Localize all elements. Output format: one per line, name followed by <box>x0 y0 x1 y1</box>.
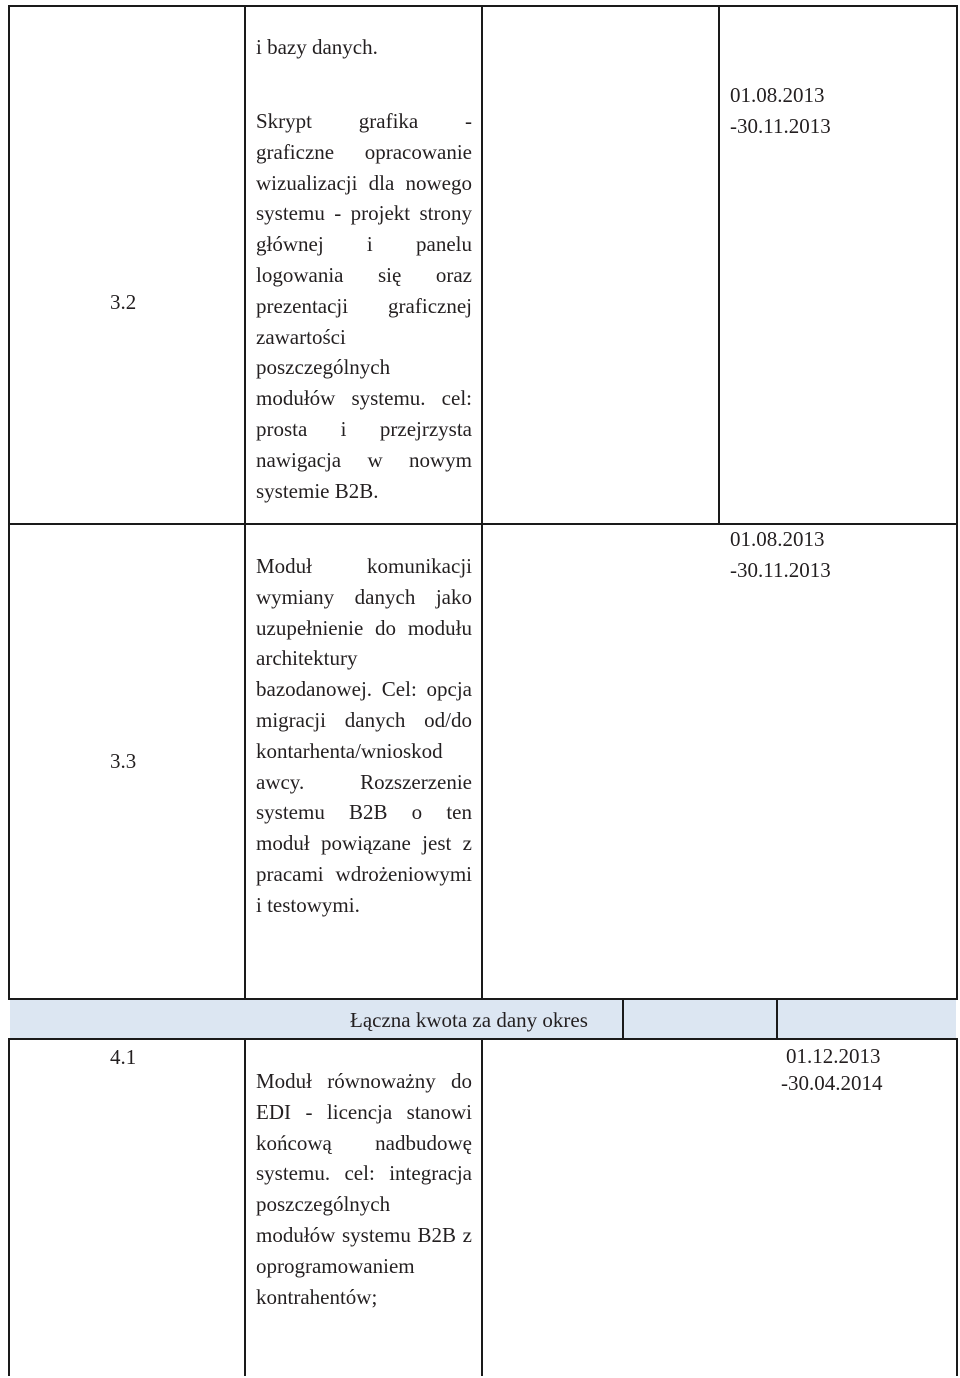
col-border-right-lower <box>956 1038 958 1376</box>
row-4-1-date-end: -30.04.2014 <box>781 1071 883 1095</box>
row-3-2-description: Skrypt grafika - graficzne opracowanie wizualizacji dla nowego systemu - projekt strony głównej i panelu logowania się oraz prezentacji graficznej zawartości poszczególnych modułów systemu. cel: prosta i przejrzysta nawigacja w nowym systemie B2B. <box>256 109 472 503</box>
row-3-2-date-end: -30.11.2013 <box>730 114 831 138</box>
col-border-right <box>956 5 958 1000</box>
row-3-3-description: Moduł komunikacji wymiany danych jako uzupełnienie do modułu architektury bazodanowej. Cel: opcja migracji danych od/do kontarhenta/wnioskod awcy. Rozszerzenie systemu B2B o ten moduł powiązane jest z pracami wdrożeniowymi i testowymi. <box>256 554 472 917</box>
table-top-border <box>8 5 958 7</box>
col-border-1 <box>244 5 246 1000</box>
col-border-left-lower <box>8 1038 10 1376</box>
row-4-1-description: Moduł równoważny do EDI - licencja stanowi końcową nadbudowę systemu. cel: integracja poszczególnych modułów systemu B2B z oprogramowaniem kontrahentów; <box>256 1069 472 1309</box>
col-border-2 <box>481 5 483 1000</box>
row-3-2-number: 3.2 <box>110 290 137 314</box>
col-border-left <box>8 5 10 1000</box>
col-border-2-lower <box>481 1038 483 1376</box>
row-border-summary-bottom <box>8 1038 958 1040</box>
summary-col-border-2 <box>776 1000 778 1040</box>
col-border-3 <box>718 5 720 525</box>
row-4-1-number: 4.1 <box>110 1045 137 1069</box>
row-cont-description: i bazy danych. <box>256 35 378 59</box>
row-3-3-date-start: 01.08.2013 <box>730 527 825 551</box>
row-3-2-date-start: 01.08.2013 <box>730 83 825 107</box>
summary-row-label: Łączna kwota za dany okres <box>350 1008 588 1032</box>
row-4-1-date-start: 01.12.2013 <box>786 1044 881 1068</box>
col-border-1-lower <box>244 1038 246 1376</box>
row-3-3-number: 3.3 <box>110 749 137 773</box>
row-3-3-date-end: -30.11.2013 <box>730 558 831 582</box>
summary-col-border-1 <box>622 1000 624 1040</box>
